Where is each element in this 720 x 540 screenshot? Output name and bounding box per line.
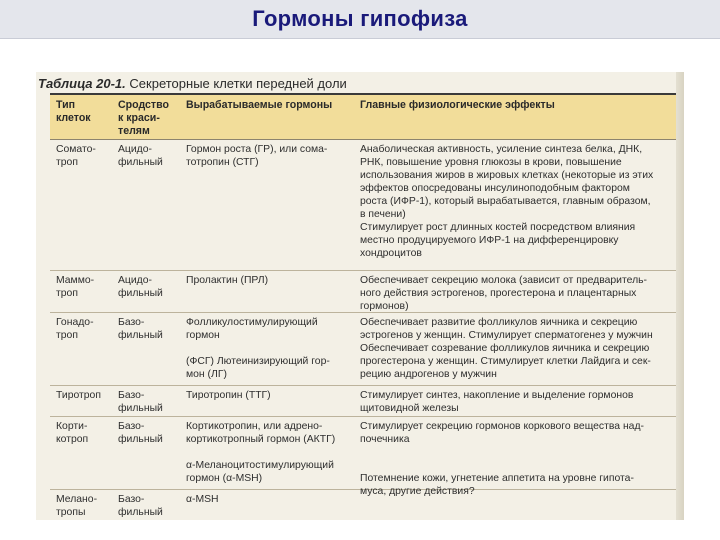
slide-title: Гормоны гипофиза [252, 6, 468, 31]
cell-affinity: Базо- фильный [118, 390, 163, 414]
scanned-table-image [36, 72, 684, 520]
cell-effects: Обеспечивает секрецию молока (зависит от предваритель- ного действия эстрогенов, прогестерона и плацентарных гормонов) [360, 275, 647, 312]
table-caption [38, 76, 347, 91]
table-caption-text: Секреторные клетки передней доли [129, 76, 347, 91]
cell-affinity: Базо- фильный [118, 494, 163, 518]
cell-type: Сомато- троп [56, 144, 96, 168]
cell-type: Маммо- троп [56, 275, 95, 299]
cell-effects: Обеспечивает развитие фолликулов яичника и секрецию эстрогенов у женщин. Стимулирует сперматогенез у мужчин Обеспечивает созревание фолликулов яичника и секрецию прогестерона у женщин. Стимулирует клетки Лайдига и сек- рецию андрогенов у мужчин [360, 317, 653, 380]
cell-hormones: α-MSH [186, 494, 219, 505]
cell-affinity: Ацидо- фильный [118, 275, 163, 299]
table-caption-number: Таблица 20-1. [38, 76, 126, 91]
cell-hormones: Тиротропин (ТТГ) [186, 390, 271, 401]
table-row-gonadotrop [50, 313, 676, 386]
cell-type: Тиротроп [56, 390, 101, 401]
cell-affinity: Базо- фильный [118, 317, 163, 341]
header-cell-type: Тип клеток [56, 99, 91, 124]
cell-hormones: Кортикотропин, или адрено- кортикотропный гормон (АКТГ) α-Меланоцитостимулирующий гормон (α-MSH) [186, 421, 336, 484]
header-hormones: Вырабатываемые гормоны [186, 99, 333, 111]
cell-hormones: Пролактин (ПРЛ) [186, 275, 269, 286]
cell-type: Гонадо- троп [56, 317, 94, 341]
table-row-somatotrop [50, 140, 676, 271]
table-header-row [50, 95, 676, 140]
header-affinity: Сродство к краси- телям [118, 99, 169, 137]
table-row-tirotrop [50, 386, 676, 417]
table-row-mammotrop [50, 271, 676, 313]
header-effects: Главные физиологические эффекты [360, 99, 555, 111]
cell-type: Корти- котроп [56, 421, 89, 445]
cell-hormones: Фолликулостимулирующий гормон (ФСГ) Лютеинизирующий гор- мон (ЛГ) [186, 317, 330, 380]
cell-affinity: Базо- фильный [118, 421, 163, 445]
table-row-melanotrop [50, 490, 676, 520]
cell-affinity: Ацидо- фильный [118, 144, 163, 168]
cell-type: Мелано- тропы [56, 494, 98, 518]
slide-header [0, 0, 720, 39]
cell-hormones: Гормон роста (ГР), или сома- тотропин (СТГ) [186, 144, 328, 168]
table-row-kortikotrop [50, 417, 676, 497]
cell-effects: Анаболическая активность, усиление синтеза белка, ДНК, РНК, повышение уровня глюкозы в крови, повышение использования жиров в жировых клетках (некоторые из этих эффектов опосредованы инсулиноподобным фактором роста (ИФР-1), который вырабатывается, главным образом, в печени) Стимулирует рост длинных костей посредством влияния местно продуцируемого ИФР-1 на дифференцировку хондроцитов [360, 144, 654, 259]
cell-effects: Стимулирует секрецию гормонов коркового вещества над- почечника Потемнение кожи, угнетение аппетита на уровне гипота- муса, другие действия? [360, 421, 644, 497]
cell-effects: Стимулирует синтез, накопление и выделение гормонов щитовидной железы [360, 390, 634, 414]
hormones-table [50, 93, 676, 520]
scan-page-edge [676, 72, 684, 520]
